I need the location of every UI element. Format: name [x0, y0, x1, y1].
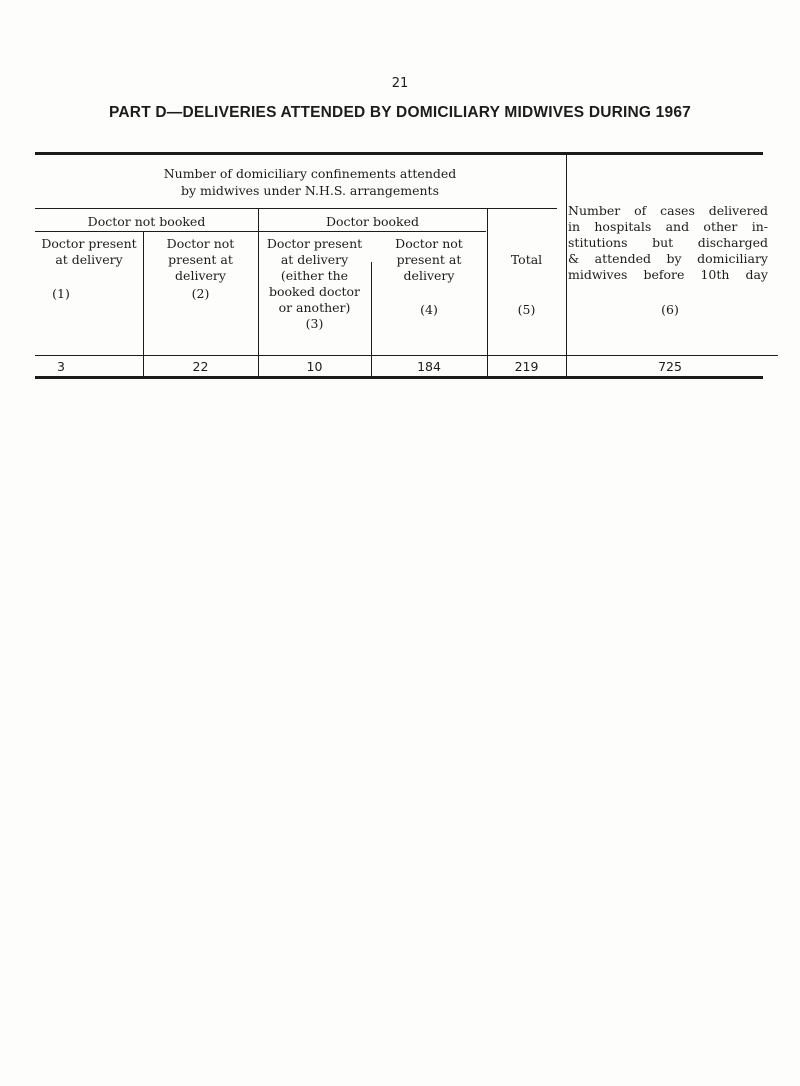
- column-header-2: [143, 236, 258, 284]
- value-cell-3: 10: [306, 359, 323, 374]
- column-header-3: [258, 236, 371, 332]
- column-header-1: [35, 236, 143, 268]
- column-header-line: Doctor not: [395, 236, 463, 251]
- column-index-4: (4): [420, 302, 438, 317]
- subgroup-not-booked: Doctor not booked: [87, 214, 206, 229]
- column-header-line: (either the: [280, 268, 349, 283]
- column-header-rule: [35, 231, 486, 232]
- column-header-line: at delivery: [280, 252, 349, 267]
- column-index-6: (6): [661, 302, 679, 317]
- value-cell-1: 3: [57, 359, 65, 374]
- column-header-line: stitutions but discharged: [568, 235, 768, 250]
- table-bottom-rule: [35, 376, 763, 379]
- column-header-line: Doctor present: [266, 236, 363, 251]
- column-divider-5: [566, 155, 567, 376]
- group-header: [110, 165, 510, 199]
- column-header-line: at delivery: [55, 252, 123, 267]
- column-header-line: delivery: [403, 268, 455, 283]
- column-header-line: midwives before 10th day: [568, 267, 768, 282]
- column-header-4: [371, 236, 487, 284]
- header-bottom-rule: [35, 355, 778, 356]
- value-cell-5: 219: [514, 359, 539, 374]
- subgroup-rule: [35, 208, 557, 209]
- column-header-line: & attended by domiciliary: [568, 251, 768, 266]
- column-index-3: (3): [305, 316, 324, 331]
- group-header-line: Number of domiciliary confinements attended: [163, 166, 457, 181]
- column-divider-4: [487, 208, 488, 376]
- column-header-line: Number of cases delivered: [568, 203, 768, 218]
- column-header-line: in hospitals and other in-: [568, 219, 768, 234]
- column-header-line: booked doctor: [268, 284, 361, 299]
- column-index-2: (2): [191, 286, 210, 301]
- column-index-1: (1): [52, 286, 70, 301]
- column-header-line: present at: [168, 252, 233, 267]
- value-cell-2: 22: [192, 359, 209, 374]
- page-number: 21: [391, 76, 409, 91]
- page-title: PART D—DELIVERIES ATTENDED BY DOMICILIARY MIDWIVES DURING 1967: [109, 104, 691, 121]
- value-cell-6: 725: [658, 359, 682, 374]
- subgroup-booked: Doctor booked: [325, 214, 420, 229]
- column-header-line: Doctor not: [166, 236, 235, 251]
- table-top-rule: [35, 152, 763, 155]
- value-cell-4: 184: [417, 359, 441, 374]
- column-header-6: [568, 203, 768, 283]
- column-header-5: Total: [510, 252, 543, 267]
- column-index-5: (5): [517, 302, 536, 317]
- column-header-line: or another): [278, 300, 351, 315]
- column-header-line: present at: [396, 252, 462, 267]
- column-header-line: Doctor present: [41, 236, 137, 251]
- group-header-line: by midwives under N.H.S. arrangements: [181, 183, 439, 198]
- column-header-line: delivery: [175, 268, 226, 283]
